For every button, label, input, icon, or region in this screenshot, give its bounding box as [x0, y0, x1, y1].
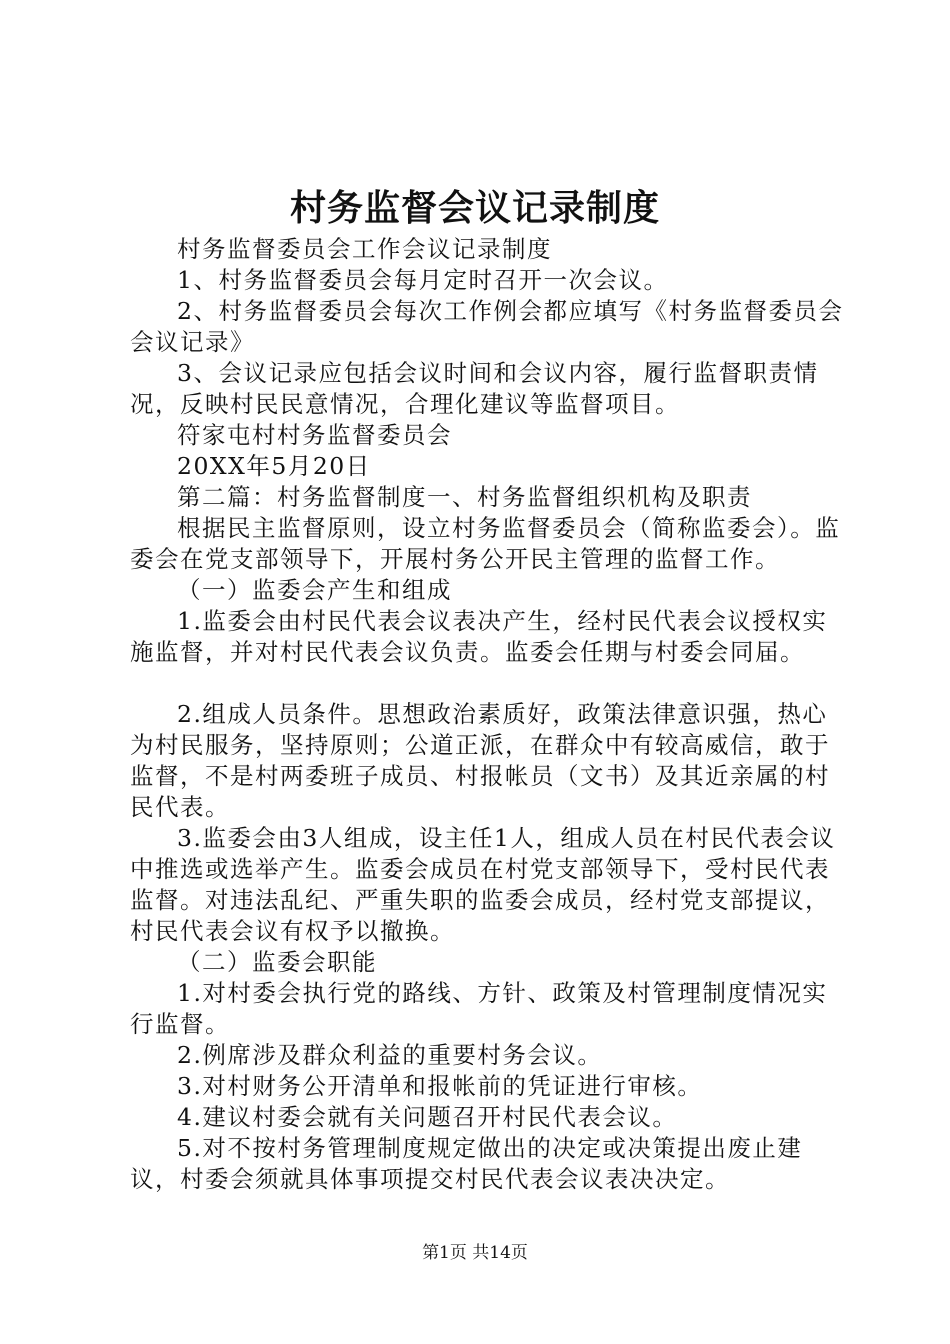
subsection-heading: （一）监委会产生和组成: [177, 576, 452, 604]
paragraph: 3.对村财务公开清单和报帐前的凭证进行审核。: [177, 1072, 703, 1100]
paragraph: 1.对村委会执行党的路线、方针、政策及村管理制度情况实行监督。: [130, 979, 828, 1038]
paragraph: 2.组成人员条件。思想政治素质好，政策法律意识强，热心为村民服务，坚持原则；公道正派，在群众中有较高威信，敢于监督，不是村两委班子成员、村报帐员（文书）及其近亲属的村民代表。: [130, 700, 830, 821]
paragraph: 2、村务监督委员会每次工作例会都应填写《村务监督委员会会议记录》: [130, 297, 844, 356]
paragraph: 根据民主监督原则，设立村务监督委员会（简称监委会）。监委会在党支部领导下，开展村务公开民主管理的监督工作。: [130, 514, 841, 573]
section-heading: 第二篇：村务监督制度一、村务监督组织机构及职责: [177, 483, 752, 511]
paragraph-heading: 村务监督委员会工作会议记录制度: [177, 235, 552, 263]
paragraph: 3.监委会由3人组成，设主任1人，组成人员在村民代表会议中推选或选举产生。监委会成员在村党支部领导下，受村民代表监督。对违法乱纪、严重失职的监委会成员，经村党支部提议，村民代表会议有权予以撤换。: [130, 824, 836, 945]
paragraph: 5.对不按村务管理制度规定做出的决定或决策提出废止建议，村委会须就具体事项提交村民代表会议表决决定。: [130, 1134, 803, 1193]
document-body: [130, 234, 850, 1195]
signature-date: 20XX年5月20日: [177, 452, 371, 480]
paragraph: 3、会议记录应包括会议时间和会议内容，履行监督职责情况，反映村民民意情况，合理化建议等监督项目。: [130, 359, 819, 418]
paragraph: 1、村务监督委员会每月定时召开一次会议。: [177, 266, 669, 294]
paragraph: 1.监委会由村民代表会议表决产生，经村民代表会议授权实施监督，并对村民代表会议负责。监委会任期与村委会同届。: [130, 607, 828, 666]
paragraph: 2.例席涉及群众利益的重要村务会议。: [177, 1041, 603, 1069]
signature-org: 符家屯村村务监督委员会: [177, 421, 452, 449]
subsection-heading: （二）监委会职能: [177, 948, 377, 976]
paragraph: 4.建议村委会就有关问题召开村民代表会议。: [177, 1103, 678, 1131]
blank-line: [130, 668, 850, 699]
page-number: 第1页 共14页: [422, 1243, 528, 1263]
document-title: 村务监督会议记录制度: [289, 187, 660, 229]
